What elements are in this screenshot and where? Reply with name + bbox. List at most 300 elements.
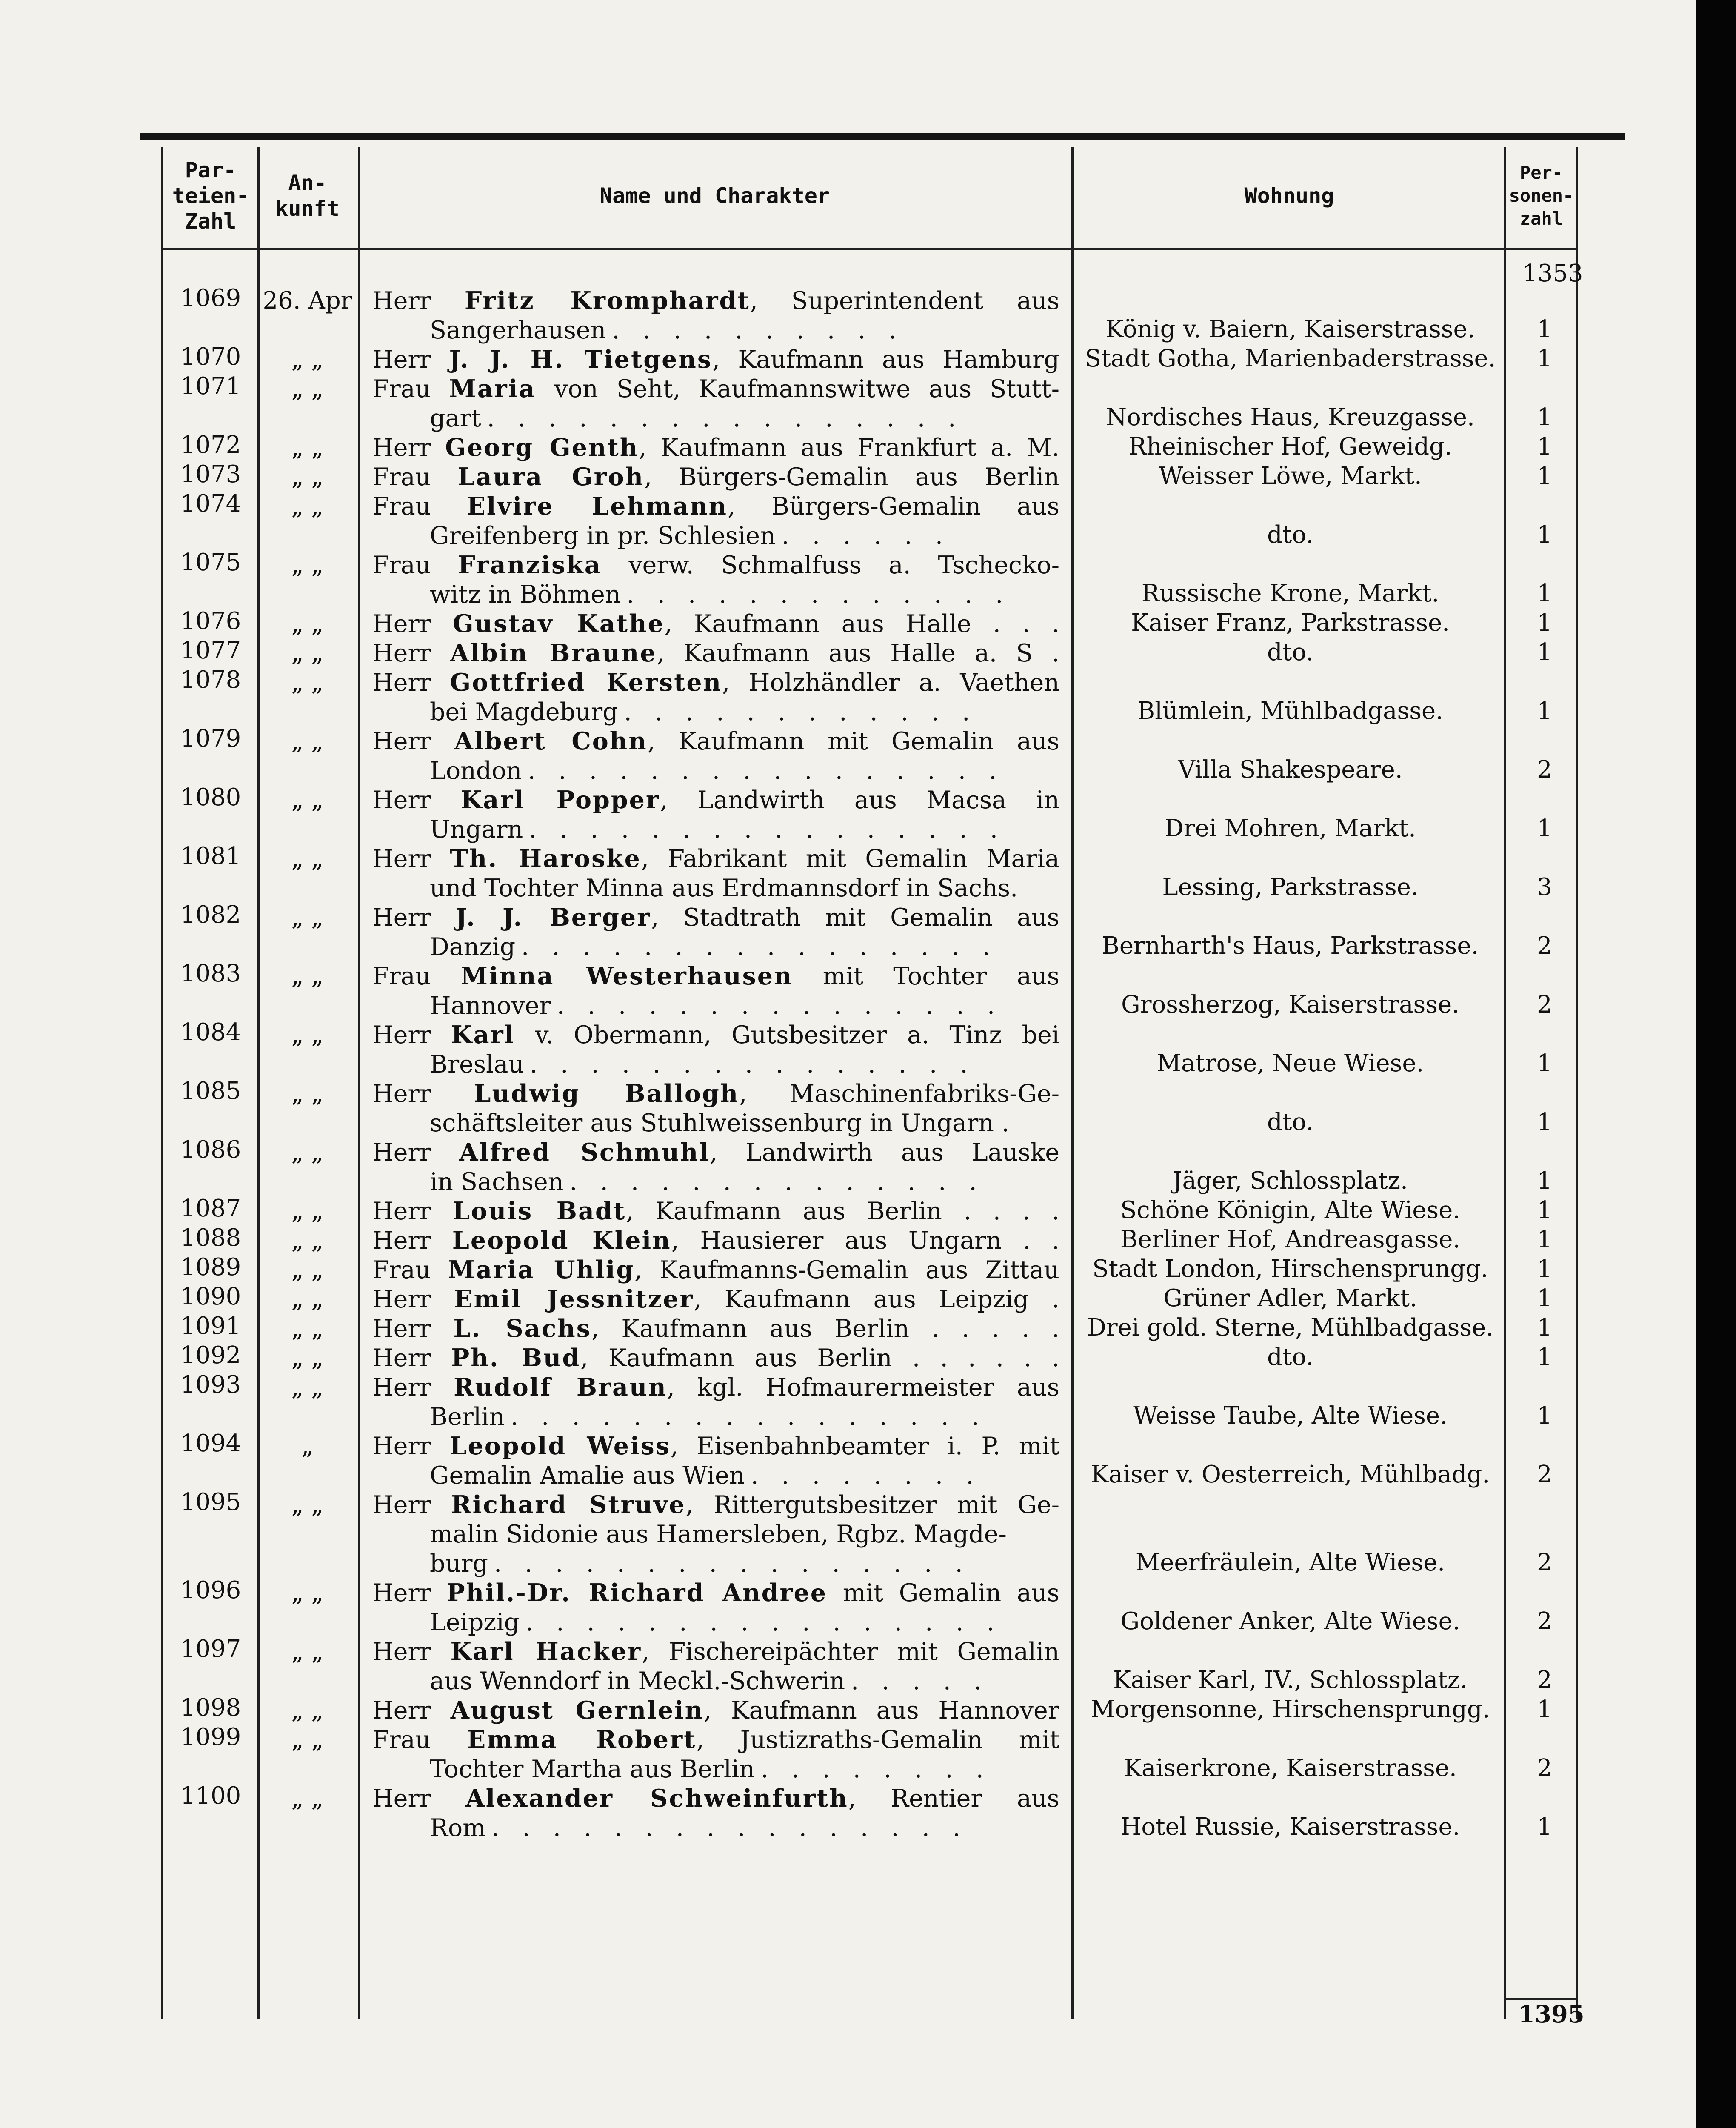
entry-continuation: Ungarn <box>430 815 523 844</box>
header-rule <box>162 248 1576 250</box>
entry-line-1 <box>372 1696 1059 1725</box>
guest-entry <box>372 785 1059 844</box>
residence: Kaiser v. Oesterreich, Mühlbadg. <box>1091 1461 1490 1488</box>
guest-title: Frau <box>372 551 431 579</box>
party-number: 1087 <box>180 1195 241 1222</box>
guest-description: mit Tochter aus <box>793 962 1060 990</box>
entry-continuation: Breslau <box>430 1050 524 1078</box>
arrival-date: „ „ <box>291 346 324 373</box>
leader-dots: . . . . . . . . . . . . . . . . <box>511 1403 987 1431</box>
residence: Jäger, Schlossplatz. <box>1173 1167 1408 1195</box>
leader-dots: . . . . . . . . . . . . . . <box>569 1168 985 1196</box>
leader-dots: . . . . . . . . . . . . . . . <box>530 1050 976 1078</box>
residence: Grüner Adler, Markt. <box>1163 1284 1417 1312</box>
guest-title: Herr <box>372 1227 431 1255</box>
residence: dto. <box>1267 521 1313 549</box>
guest-title: Herr <box>372 1315 431 1343</box>
guest-entry <box>372 1226 1059 1256</box>
persons-count: 1 <box>1537 1050 1552 1077</box>
persons-count: 1 <box>1537 1284 1552 1312</box>
guest-name: Louis Badt <box>452 1197 626 1225</box>
entry-line-1 <box>372 1343 1059 1373</box>
guest-description: , Hausierer aus Ungarn . . <box>671 1227 1059 1255</box>
guest-title: Frau <box>372 962 431 990</box>
carry-over-total: 1353 <box>1522 260 1583 287</box>
arrival-date: „ „ <box>291 610 324 638</box>
residence: Schöne Königin, Alte Wiese. <box>1120 1196 1461 1224</box>
persons-count: 2 <box>1537 1754 1552 1782</box>
header-arrival: An- kunft <box>275 171 340 221</box>
persons-count: 1 <box>1537 1167 1552 1195</box>
guest-entry <box>372 1784 1059 1843</box>
guest-name: Emma Robert <box>467 1725 697 1754</box>
entry-line-1 <box>372 1637 1059 1667</box>
arrival-date: „ „ <box>291 1021 324 1049</box>
leader-dots: . . . . . . . . . . . . . . . . <box>487 404 964 432</box>
persons-count: 1 <box>1537 1226 1552 1253</box>
residence: Kaiser Karl, IV., Schlossplatz. <box>1113 1666 1468 1694</box>
guest-title: Frau <box>372 1256 431 1284</box>
party-number: 1071 <box>180 372 241 400</box>
leader-dots: . . . . . . . . . . . . . . . . <box>528 757 1005 785</box>
residence: Rheinischer Hof, Geweidg. <box>1128 433 1452 460</box>
persons-count: 1 <box>1537 521 1552 549</box>
guest-name: Karl Popper <box>460 786 660 814</box>
entry-continuation: witz in Böhmen <box>430 581 621 609</box>
party-number: 1077 <box>180 637 241 664</box>
persons-count: 2 <box>1537 932 1552 960</box>
entry-line-1 <box>372 1578 1059 1608</box>
guest-description: , Landwirth aus Lauske <box>710 1138 1059 1167</box>
guest-entry <box>372 1255 1059 1285</box>
residence: König v. Baiern, Kaiserstrasse. <box>1105 315 1475 343</box>
entry-line-2 <box>372 1667 1059 1696</box>
guest-name: Rudolf Braun <box>454 1373 667 1402</box>
entry-line-2 <box>372 1461 1059 1490</box>
guest-title: Frau <box>372 375 431 403</box>
arrival-date: 26. Apr <box>263 287 352 315</box>
party-number: 1097 <box>180 1635 241 1663</box>
guest-name: Emil Jessnitzer <box>454 1285 694 1313</box>
guest-title: Herr <box>372 639 431 667</box>
party-number: 1085 <box>180 1077 241 1105</box>
entry-line-2 <box>372 1109 1059 1138</box>
guest-description: , Kaufmann mit Gemalin aus <box>647 727 1059 755</box>
persons-count: 1 <box>1537 345 1552 372</box>
persons-count: 1 <box>1537 697 1552 725</box>
arrival-date: „ „ <box>291 375 324 403</box>
arrival-date: „ „ <box>291 1344 324 1372</box>
guest-entry <box>372 492 1059 551</box>
guest-name: August Gernlein <box>450 1696 704 1725</box>
guest-title: Herr <box>372 904 431 932</box>
residence: Blümlein, Mühlbadgasse. <box>1137 697 1443 725</box>
entry-line-1 <box>372 286 1059 316</box>
guest-name: Elvire Lehmann <box>467 492 728 521</box>
entry-continuation: Greifenberg in pr. Schlesien <box>430 522 776 550</box>
guest-entry <box>372 1138 1059 1197</box>
leader-dots: . . . . . . . . . . . . <box>624 698 978 726</box>
residence: Drei gold. Sterne, Mühlbadgasse. <box>1087 1314 1494 1341</box>
entry-line-1 <box>372 1020 1059 1050</box>
guest-entry <box>372 1725 1059 1784</box>
persons-count: 1 <box>1537 609 1552 637</box>
guest-title: Herr <box>372 1373 431 1402</box>
arrival-date: „ „ <box>291 1726 324 1753</box>
entry-line-1 <box>372 1284 1059 1314</box>
party-number: 1091 <box>180 1312 241 1340</box>
persons-count: 1 <box>1537 462 1552 490</box>
persons-count: 1 <box>1537 315 1552 343</box>
arrival-date: „ „ <box>291 1080 324 1107</box>
entry-continuation: burg <box>430 1550 488 1578</box>
entry-line-1 <box>372 492 1059 521</box>
entry-line-1 <box>372 785 1059 815</box>
header-residence: Wohnung <box>1244 183 1334 208</box>
entry-line-1 <box>372 668 1059 698</box>
entry-line-2 <box>372 1813 1059 1843</box>
guest-name: Richard Struve <box>451 1490 686 1519</box>
arrival-date: „ „ <box>291 492 324 520</box>
leader-dots: . . . . . . <box>781 522 951 550</box>
entry-continuation: gart <box>430 404 481 432</box>
entry-line-1 <box>372 1373 1059 1402</box>
persons-count: 1 <box>1537 433 1552 460</box>
entry-line-2 <box>372 698 1059 727</box>
entry-line-2 <box>372 1167 1059 1197</box>
column-divider <box>1576 147 1578 2019</box>
guest-description: , Kaufmann aus Halle a. S . <box>657 639 1059 667</box>
guest-name: Laura Groh <box>457 463 645 491</box>
arrival-date: „ „ <box>291 727 324 755</box>
guest-title: Herr <box>372 1785 431 1813</box>
party-number: 1078 <box>180 666 241 694</box>
guest-name: J. J. H. Tietgens <box>449 345 712 374</box>
guest-title: Herr <box>372 434 431 462</box>
party-number: 1099 <box>180 1723 241 1751</box>
guest-title: Herr <box>372 786 431 814</box>
entry-line-1 <box>372 961 1059 991</box>
guest-entry <box>372 1079 1059 1138</box>
entry-continuation: Gemalin Amalie aus Wien <box>430 1462 745 1490</box>
party-number: 1073 <box>180 460 241 488</box>
entry-line-2 <box>372 1050 1059 1079</box>
party-number: 1096 <box>180 1576 241 1604</box>
guest-title: Herr <box>372 1080 431 1108</box>
entry-continuation: Leipzig <box>430 1608 520 1636</box>
guest-name: Th. Haroske <box>450 844 641 873</box>
entry-line-2 <box>372 1520 1059 1549</box>
guest-title: Herr <box>372 1579 431 1607</box>
residence: Villa Shakespeare. <box>1178 756 1403 784</box>
guest-entry <box>372 609 1059 639</box>
residence: Morgensonne, Hirschensprungg. <box>1091 1696 1490 1723</box>
entry-line-2 <box>372 521 1059 551</box>
arrival-date: „ „ <box>291 1227 324 1254</box>
leader-dots: . . . . . . . . . . . . . . . . <box>529 815 1005 844</box>
guest-entry <box>372 286 1059 345</box>
entry-line-1 <box>372 903 1059 932</box>
entry-continuation: und Tochter Minna aus Erdmannsdorf in Sachs. <box>430 874 1018 902</box>
arrival-date: „ „ <box>291 463 324 491</box>
guest-entry <box>372 345 1059 375</box>
party-number: 1090 <box>180 1283 241 1310</box>
guest-title: Herr <box>372 1197 431 1225</box>
guest-name: Albin Braune <box>450 639 657 667</box>
guest-title: Herr <box>372 1021 431 1049</box>
residence: Nordisches Haus, Kreuzgasse. <box>1106 403 1475 431</box>
party-number: 1084 <box>180 1018 241 1046</box>
persons-count: 2 <box>1537 1666 1552 1694</box>
residence: Kaiserkrone, Kaiserstrasse. <box>1124 1754 1457 1782</box>
guest-entry <box>372 462 1059 492</box>
guest-entry <box>372 374 1059 433</box>
guest-description: , Kaufmann aus Berlin . . . . . <box>591 1315 1059 1343</box>
entry-line-1 <box>372 1255 1059 1285</box>
guest-entry <box>372 1284 1059 1314</box>
persons-count: 3 <box>1537 873 1552 901</box>
residence: Russische Krone, Markt. <box>1141 580 1439 607</box>
arrival-date: „ „ <box>291 1197 324 1225</box>
guest-title: Herr <box>372 1638 431 1666</box>
guest-description: , Stadtrath mit Gemalin aus <box>651 904 1059 932</box>
guest-description: , Fabrikant mit Gemalin Maria <box>641 845 1059 873</box>
guest-title: Frau <box>372 492 431 521</box>
entry-continuation: bei Magdeburg <box>430 698 618 726</box>
header-persons: Per- sonen- zahl <box>1509 162 1574 229</box>
persons-count: 1 <box>1537 1314 1552 1341</box>
persons-count: 2 <box>1537 991 1552 1018</box>
entry-line-1 <box>372 1490 1059 1520</box>
guest-name: Fritz Kromphardt <box>464 286 750 315</box>
arrival-date: „ „ <box>291 1373 324 1401</box>
persons-count: 2 <box>1537 1461 1552 1488</box>
arrival-date: „ „ <box>291 1285 324 1313</box>
arrival-date: „ <box>301 1432 314 1460</box>
leader-dots: . . . . . . . . . . . . . <box>626 581 1011 609</box>
party-number: 1100 <box>180 1782 241 1810</box>
entry-continuation: schäftsleiter aus Stuhlweissenburg in Ungarn . <box>430 1109 1010 1137</box>
guest-description: , Rentier aus <box>848 1785 1059 1813</box>
guest-entry <box>372 638 1059 668</box>
guest-description: , Bürgers-Gemalin aus Berlin <box>644 463 1059 491</box>
entry-line-1 <box>372 609 1059 639</box>
entry-line-1 <box>372 1725 1059 1755</box>
guest-name: Phil.-Dr. Richard Andree <box>446 1579 828 1607</box>
guest-description: , Kaufmann aus Berlin . . . . . . <box>580 1344 1059 1372</box>
entry-line-1 <box>372 1196 1059 1226</box>
guest-entry <box>372 1578 1059 1637</box>
guest-entry <box>372 668 1059 727</box>
guest-entry <box>372 433 1059 463</box>
entry-continuation: malin Sidonie aus Hamersleben, Rgbz. Magde- <box>430 1520 1007 1548</box>
entry-line-1 <box>372 1314 1059 1344</box>
guest-description: , Superintendent aus <box>750 287 1060 315</box>
persons-count: 1 <box>1537 1196 1552 1224</box>
guest-title: Herr <box>372 1138 431 1167</box>
party-number: 1089 <box>180 1253 241 1281</box>
leader-dots: . . . . . . . . <box>751 1462 982 1490</box>
guest-entry <box>372 1637 1059 1696</box>
guest-name: Leopold Klein <box>452 1226 671 1255</box>
arrival-date: „ „ <box>291 904 324 931</box>
entry-line-1 <box>372 433 1059 463</box>
entry-continuation: Berlin <box>430 1403 505 1431</box>
party-number: 1094 <box>180 1430 241 1457</box>
persons-count: 1 <box>1537 1696 1552 1723</box>
residence: Hotel Russie, Kaiserstrasse. <box>1120 1813 1460 1841</box>
persons-count: 1 <box>1537 1108 1552 1136</box>
guest-description: , Bürgers-Gemalin aus <box>727 492 1059 521</box>
arrival-date: „ „ <box>291 669 324 696</box>
guest-name: Ph. Bud <box>451 1344 581 1372</box>
leader-dots: . . . . . <box>851 1667 990 1695</box>
residence: Bernharth's Haus, Parkstrasse. <box>1102 932 1479 960</box>
party-number: 1088 <box>180 1224 241 1252</box>
guest-name: Gottfried Kersten <box>450 668 722 697</box>
party-number: 1093 <box>180 1371 241 1399</box>
guest-title: Herr <box>372 1285 431 1313</box>
party-number: 1095 <box>180 1488 241 1516</box>
guest-name: Alfred Schmuhl <box>459 1138 710 1167</box>
persons-count: 1 <box>1537 1255 1552 1283</box>
persons-count: 1 <box>1537 403 1552 431</box>
guest-title: Herr <box>372 845 431 873</box>
party-number: 1069 <box>180 284 241 312</box>
entry-line-1 <box>372 550 1059 580</box>
guest-title: Herr <box>372 287 431 315</box>
guest-description: , Kaufmann aus Leipzig . <box>694 1285 1059 1313</box>
guest-entry <box>372 1696 1059 1725</box>
top-rule <box>140 133 1625 140</box>
guest-title: Frau <box>372 463 431 491</box>
guest-description: , Kaufmann aus Berlin . . . . <box>626 1197 1060 1225</box>
guest-name: Ludwig Ballogh <box>474 1079 740 1108</box>
column-divider <box>358 147 360 2019</box>
guest-entry <box>372 844 1059 903</box>
guest-description: , kgl. Hofmaurermeister aus <box>667 1373 1059 1402</box>
guest-entry <box>372 961 1059 1021</box>
residence: Lessing, Parkstrasse. <box>1162 873 1419 901</box>
leader-dots: . . . . . . . . . . . . . . . . <box>491 1814 968 1842</box>
entry-line-1 <box>372 638 1059 668</box>
guest-name: Karl <box>451 1021 515 1049</box>
arrival-date: „ „ <box>291 786 324 814</box>
residence: Drei Mohren, Markt. <box>1165 815 1416 842</box>
guest-entry <box>372 1196 1059 1226</box>
entry-continuation: Tochter Martha aus Berlin <box>430 1755 755 1783</box>
residence: dto. <box>1267 1343 1313 1371</box>
entry-line-1 <box>372 1784 1059 1813</box>
arrival-date: „ „ <box>291 1315 324 1342</box>
party-number: 1075 <box>180 549 241 576</box>
persons-count: 2 <box>1537 1549 1552 1576</box>
leader-dots: . . . . . . . . <box>760 1755 991 1783</box>
party-number: 1083 <box>180 960 241 987</box>
guest-entry <box>372 1373 1059 1432</box>
header-name: Name und Charakter <box>600 183 830 208</box>
entry-line-1 <box>372 1226 1059 1256</box>
residence: Weisse Taube, Alte Wiese. <box>1133 1402 1448 1430</box>
entry-line-1 <box>372 1079 1059 1109</box>
entry-line-2 <box>372 316 1059 345</box>
guest-title: Herr <box>372 1432 431 1460</box>
guest-name: Albert Cohn <box>454 727 648 755</box>
header-party-number: Par- teien- Zahl <box>172 158 249 234</box>
guest-description: , Holzhändler a. Vaethen <box>722 669 1059 697</box>
residence: dto. <box>1267 1108 1313 1136</box>
entry-line-2 <box>372 991 1059 1021</box>
guest-entry <box>372 726 1059 786</box>
guest-name: Franziska <box>458 551 602 579</box>
guest-title: Herr <box>372 669 431 697</box>
leader-dots: . . . . . . . . . . <box>612 316 904 344</box>
guest-description: mit Gemalin aus <box>827 1579 1059 1607</box>
leader-dots: . . . . . . . . . . . . . . . . <box>521 933 998 961</box>
guest-entry <box>372 1020 1059 1079</box>
entry-line-1 <box>372 1138 1059 1167</box>
entry-line-2 <box>372 1402 1059 1432</box>
guest-name: Leopold Weiss <box>449 1432 671 1460</box>
party-number: 1082 <box>180 901 241 929</box>
persons-count: 1 <box>1537 815 1552 842</box>
party-number: 1086 <box>180 1136 241 1164</box>
guest-description: , Kaufmanns-Gemalin aus Zittau <box>634 1256 1059 1284</box>
leader-dots: . . . . . . . . . . . . . . . <box>557 992 1003 1020</box>
residence: Kaiser Franz, Parkstrasse. <box>1131 609 1450 637</box>
guest-name: J. J. Berger <box>455 903 651 932</box>
arrival-date: „ „ <box>291 1638 324 1665</box>
entry-line-2 <box>372 756 1059 786</box>
guest-entry <box>372 903 1059 962</box>
arrival-date: „ „ <box>291 639 324 667</box>
entry-line-1 <box>372 726 1059 756</box>
guest-title: Herr <box>372 346 431 374</box>
arrival-date: „ „ <box>291 1256 324 1284</box>
persons-count: 1 <box>1537 1343 1552 1371</box>
arrival-date: „ „ <box>291 1785 324 1812</box>
entry-continuation: London <box>430 757 522 785</box>
arrival-date: „ „ <box>291 434 324 461</box>
guest-title: Herr <box>372 1344 431 1372</box>
guest-description: , Rittergutsbesitzer mit Ge- <box>685 1491 1059 1519</box>
residence: Meerfräulein, Alte Wiese. <box>1135 1549 1445 1576</box>
arrival-date: „ „ <box>291 845 324 872</box>
entry-line-1 <box>372 345 1059 375</box>
guest-name: Minna Westerhausen <box>460 962 793 990</box>
guest-title: Herr <box>372 727 431 755</box>
party-number: 1070 <box>180 343 241 371</box>
party-number: 1098 <box>180 1694 241 1722</box>
entry-line-1 <box>372 1431 1059 1461</box>
residence: Weisser Löwe, Markt. <box>1159 462 1422 490</box>
guest-title: Herr <box>372 1491 431 1519</box>
party-number: 1092 <box>180 1341 241 1369</box>
party-number: 1079 <box>180 725 241 752</box>
guest-description: , Kaufmann aus Frankfurt a. M. <box>639 434 1059 462</box>
guest-description: , Eisenbahnbeamter i. P. mit <box>670 1432 1059 1460</box>
guest-description: , Kaufmann aus Hamburg <box>712 346 1060 374</box>
entry-line-1 <box>372 462 1059 492</box>
persons-count: 1 <box>1537 638 1552 666</box>
persons-count: 2 <box>1537 1607 1552 1635</box>
entry-continuation: Rom <box>430 1814 486 1842</box>
entry-continuation: Danzig <box>430 933 516 961</box>
guest-title: Herr <box>372 610 431 638</box>
party-number: 1076 <box>180 607 241 635</box>
guest-title: Frau <box>372 1726 431 1754</box>
guest-entry <box>372 1343 1059 1373</box>
